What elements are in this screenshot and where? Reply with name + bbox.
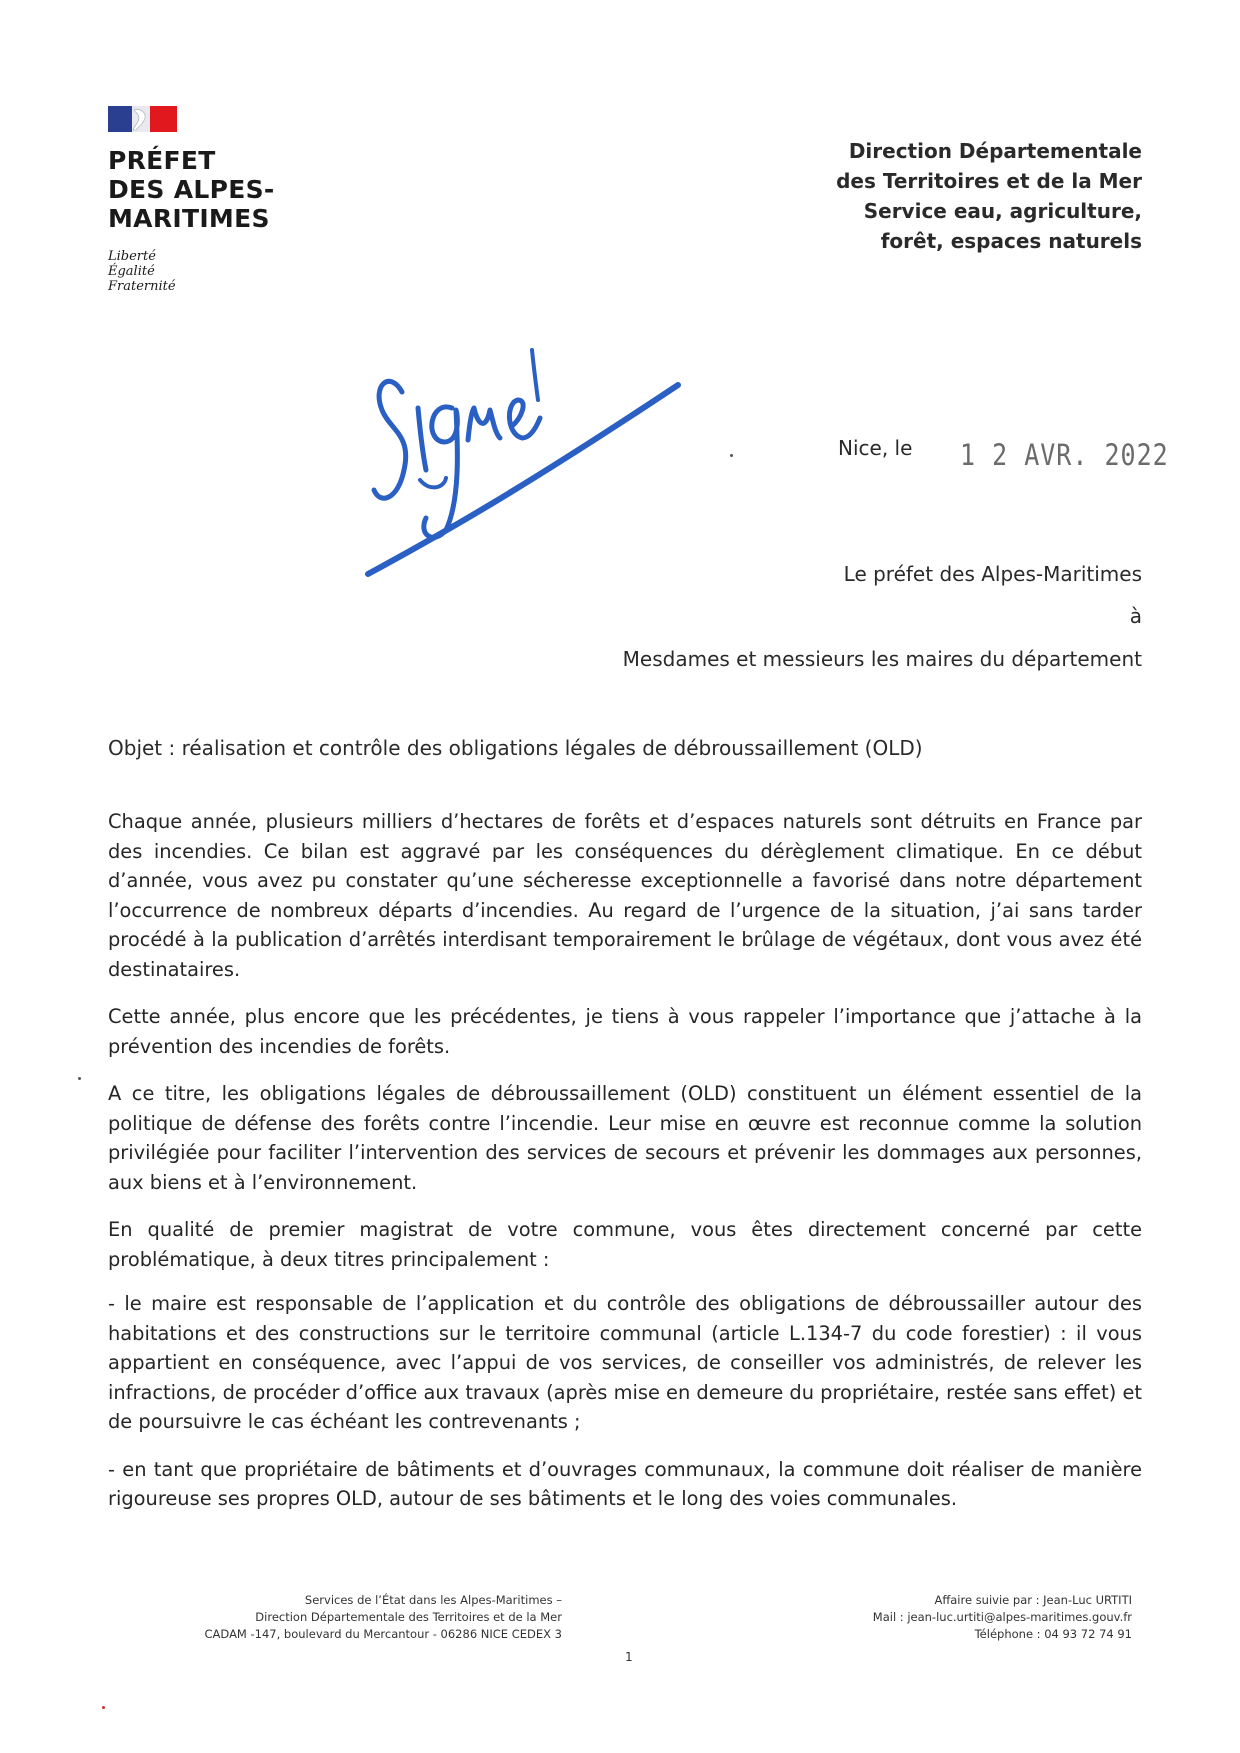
service-line: des Territoires et de la Mer bbox=[836, 169, 1142, 193]
letter-body bbox=[108, 807, 1142, 1532]
marianne-flag-icon bbox=[108, 106, 177, 132]
institution-name: PRÉFET DES ALPES- MARITIMES bbox=[108, 146, 275, 233]
body-paragraph: A ce titre, les obligations légales de débroussaillement (OLD) constituent un élément essentiel de la politique de défense des forêts contre l’incendie. Leur mise en œuvre est reconnue comme la solution privilégiée pour faciliter l’intervention des services de secours et prévenir les dommages aux personnes, aux biens et à l’environnement. bbox=[108, 1082, 1142, 1194]
scan-speck bbox=[102, 1706, 105, 1709]
body-paragraph: - le maire est responsable de l’application et du contrôle des obligations de débroussailler autour des habitations et des constructions sur le territoire communal (article L.134-7 du code forestier) : il vous appartient en conséquence, avec l’appui de vos services, de conseiller vos administrés, de relever les infractions, de procéder d’office aux travaux (après mise en demeure du propriétaire, restée sans effet) et de poursuivre le cas échéant les contrevenants ; bbox=[108, 1292, 1142, 1433]
sender-line: Le préfet des Alpes-Maritimes bbox=[843, 562, 1142, 586]
motto-liberte: Liberté bbox=[108, 249, 156, 264]
footer-address-line: Services de l’État dans les Alpes-Maritimes – bbox=[304, 1593, 562, 1607]
body-paragraph: - en tant que propriétaire de bâtiments et d’ouvrages communaux, la commune doit réaliser de manière rigoureuse ses propres OLD, autour de ses bâtiments et le long des voies communales. bbox=[108, 1457, 1142, 1510]
scan-speck bbox=[730, 454, 733, 457]
footer-contact-line: Téléphone : 04 93 72 74 91 bbox=[974, 1627, 1132, 1641]
republic-motto bbox=[108, 249, 328, 294]
service-line: Direction Départementale bbox=[848, 139, 1142, 163]
footer-contact-line: Mail : jean-luc.urtiti@alpes-maritimes.gouv.fr bbox=[872, 1610, 1132, 1624]
signature-text: Signé bbox=[360, 315, 405, 334]
body-paragraph: En qualité de premier magistrat de votre commune, vous êtes directement concerné par cette problématique, à deux titres principalement : bbox=[108, 1218, 1142, 1271]
footer-address bbox=[152, 1592, 562, 1643]
footer-address-line: Direction Départementale des Territoires et de la Mer bbox=[255, 1610, 562, 1624]
date-place: Nice, le bbox=[838, 436, 913, 460]
motto-egalite: Égalité bbox=[108, 264, 155, 279]
date-stamp: 1 2 AVR. 2022 bbox=[960, 438, 1169, 473]
service-line: forêt, espaces naturels bbox=[880, 229, 1142, 253]
footer-contact bbox=[873, 1592, 1132, 1643]
letter-object: Objet : réalisation et contrôle des obligations légales de débroussaillement (OLD) bbox=[108, 736, 923, 760]
body-paragraph: Cette année, plus encore que les précédentes, je tiens à vous rappeler l’importance que j’attache à la prévention des incendies de forêts. bbox=[108, 1005, 1142, 1058]
body-paragraph: Chaque année, plusieurs milliers d’hectares de forêts et d’espaces naturels sont détruits en France par des incendies. Ce bilan est aggravé par les conséquences du dérèglement climatique. En ce début d’année, vous avez pu constater qu’une sécheresse exceptionnelle a favorisé dans notre département l’occurrence de nombreux départs d’incendies. Au regard de l’urgence de la situation, j’ai sans tarder procédé à la publication d’arrêtés interdisant temporairement le brûlage de végétaux, dont vous avez été destinataires. bbox=[108, 810, 1142, 981]
page-number: 1 bbox=[625, 1650, 633, 1664]
motto-fraternite: Fraternité bbox=[108, 279, 176, 294]
service-block bbox=[836, 136, 1142, 256]
prefecture-logo bbox=[108, 106, 328, 294]
footer-contact-line: Affaire suivie par : Jean-Luc URTITI bbox=[934, 1593, 1132, 1607]
recipient-line: Mesdames et messieurs les maires du département bbox=[622, 647, 1142, 671]
footer-address-line: CADAM -147, boulevard du Mercantour - 06286 NICE CEDEX 3 bbox=[204, 1627, 562, 1641]
to-word: à bbox=[1129, 604, 1142, 628]
handwritten-signature bbox=[360, 315, 690, 590]
service-line: Service eau, agriculture, bbox=[863, 199, 1142, 223]
scan-speck bbox=[78, 1077, 81, 1080]
